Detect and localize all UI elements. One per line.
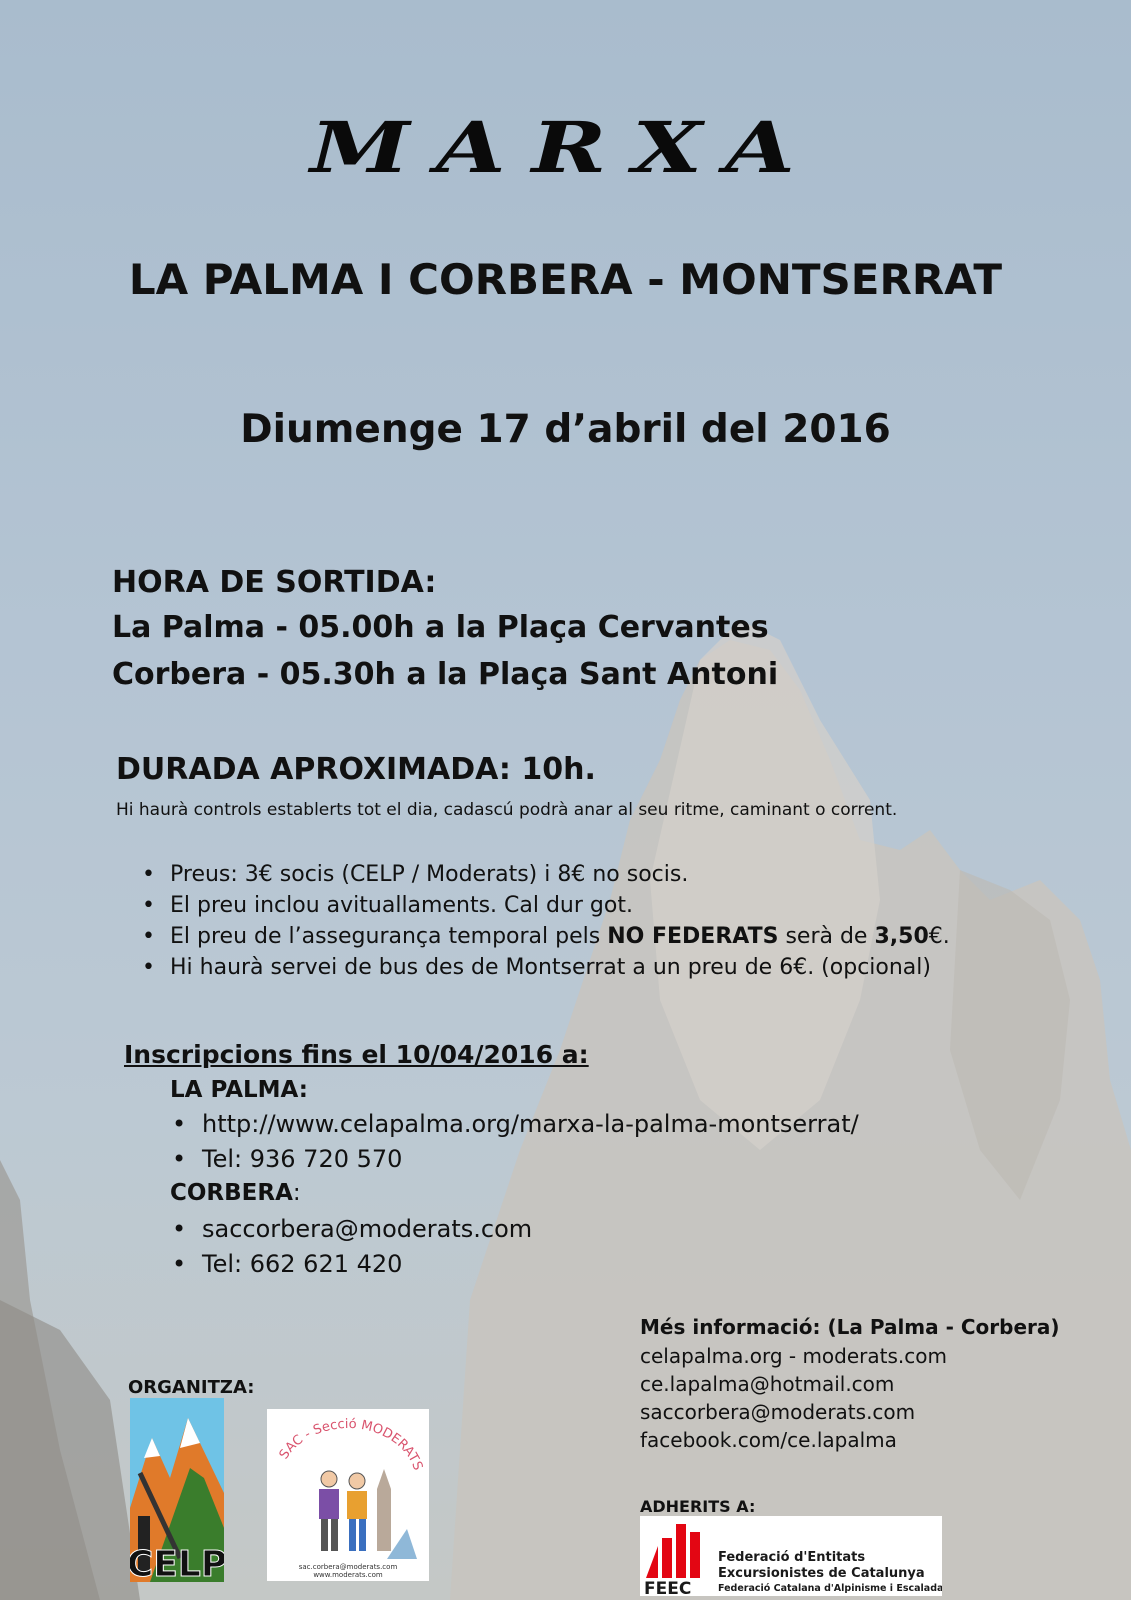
route-subtitle: LA PALMA I CORBERA - MONTSERRAT bbox=[128, 255, 1003, 304]
more-info-email-hotmail[interactable]: ce.lapalma@hotmail.com bbox=[640, 1372, 895, 1396]
svg-text:CELP: CELP bbox=[130, 1544, 224, 1582]
registration-la-palma-phone: • Tel: 936 720 570 bbox=[172, 1145, 403, 1173]
departure-la-palma: La Palma - 05.00h a la Plaça Cervantes bbox=[112, 610, 769, 645]
list-item: • Preus: 3€ socis (CELP / Moderats) i 8€ no socis. bbox=[142, 862, 950, 893]
registration-corbera-email[interactable]: • saccorbera@moderats.com bbox=[172, 1215, 533, 1243]
more-info-websites[interactable]: celapalma.org - moderats.com bbox=[640, 1344, 947, 1368]
svg-text:Federació d'Entitats: Federació d'Entitats bbox=[718, 1550, 866, 1565]
departure-heading: HORA DE SORTIDA: bbox=[112, 565, 437, 600]
more-info-facebook[interactable]: facebook.com/ce.lapalma bbox=[640, 1428, 897, 1452]
svg-text:Excursionistes de Catalunya: Excursionistes de Catalunya bbox=[718, 1566, 925, 1581]
svg-text:sac.corbera@moderats.com: sac.corbera@moderats.com bbox=[298, 1563, 398, 1571]
departure-corbera: Corbera - 05.30h a la Plaça Sant Antoni bbox=[112, 657, 779, 692]
feec-logo bbox=[640, 1516, 942, 1596]
duration-note: Hi haurà controls establerts tot el dia, cadascú podrà anar al seu ritme, caminant o corrent. bbox=[116, 800, 898, 820]
registration-heading: Inscripcions fins el 10/04/2016 a: bbox=[124, 1040, 589, 1069]
registration-la-palma-url[interactable]: • http://www.celapalma.org/marxa-la-palma-montserrat/ bbox=[172, 1110, 859, 1138]
svg-text:SAC - Secció MODERATS: SAC - Secció MODERATS bbox=[276, 1416, 426, 1473]
list-item: • Hi haurà servei de bus des de Montserrat a un preu de 6€. (opcional) bbox=[142, 955, 950, 986]
list-item: • El preu inclou avituallaments. Cal dur got. bbox=[142, 893, 950, 924]
sac-moderats-logo bbox=[267, 1409, 429, 1581]
info-bullets bbox=[142, 862, 950, 986]
registration-corbera-phone: • Tel: 662 621 420 bbox=[172, 1250, 403, 1278]
svg-text:FEEC: FEEC bbox=[644, 1579, 692, 1596]
event-date: Diumenge 17 d’abril del 2016 bbox=[240, 407, 891, 452]
poster-title: MARXA bbox=[310, 106, 821, 190]
svg-text:Federació Catalana d'Alpinisme: Federació Catalana d'Alpinisme i Escalada bbox=[718, 1583, 942, 1594]
more-info-email-moderats[interactable]: saccorbera@moderats.com bbox=[640, 1400, 916, 1424]
list-item: • El preu de l’assegurança temporal pels NO FEDERATS serà de 3,50€. bbox=[142, 924, 950, 955]
duration-heading: DURADA APROXIMADA: 10h. bbox=[116, 752, 596, 787]
registration-corbera-label: CORBERA: bbox=[170, 1180, 301, 1206]
svg-text:www.moderats.com: www.moderats.com bbox=[313, 1571, 383, 1579]
adherits-label: ADHERITS A: bbox=[640, 1497, 756, 1516]
more-info-heading: Més informació: (La Palma - Corbera) bbox=[640, 1315, 1060, 1339]
registration-la-palma-label: LA PALMA: bbox=[170, 1077, 308, 1103]
celp-logo bbox=[130, 1398, 224, 1582]
organizer-label: ORGANITZA: bbox=[128, 1377, 255, 1398]
